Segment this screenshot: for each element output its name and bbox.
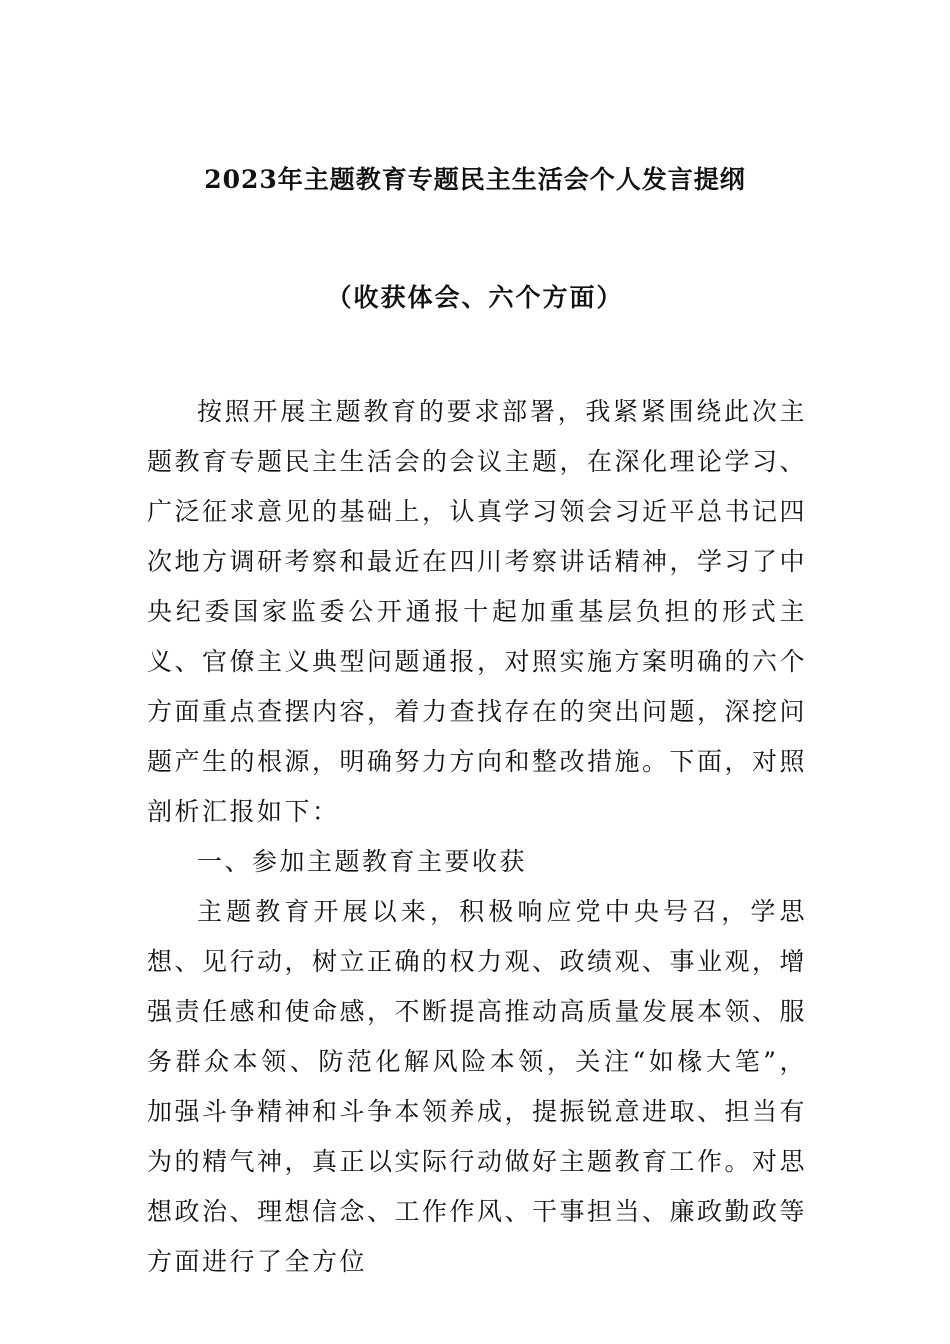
paragraph-intro: 按照开展主题教育的要求部署，我紧紧围绕此次主题教育专题民主生活会的会议主题，在深化理论学习、广泛征求意见的基础上，认真学习领会习近平总书记四次地方调研考察和最近在四川考察讲话精神，学习了中央纪委国家监委公开通报十起加重基层负担的形式主义、官僚主义典型问题通报，对照实施方案明确的六个方面重点查摆内容，着力查找存在的突出问题，深挖问题产生的根源，明确努力方向和整改措施。下面，对照剖析汇报如下： xyxy=(147,397,808,826)
section-heading: 一、参加主题教育主要收获 xyxy=(197,847,528,876)
paragraph-gains: 主题教育开展以来，积极响应党中央号召，学思想、见行动，树立正确的权力观、政绩观、事业观，增强责任感和使命感，不断提高推动高质量发展本领、服务群众本领、防范化解风险本领，关注“如椽大笔”，加强斗争精神和斗争本领养成，提振锐意进取、担当有为的精气神，真正以实际行动做好主题教育工作。对思想政治、理想信念、工作作风、干事担当、廉政勤政等方面进行了全方位 xyxy=(147,897,808,1276)
document-body xyxy=(147,387,807,1287)
document-title: 2023年主题教育专题民主生活会个人发言提纲 xyxy=(204,165,746,194)
document-subtitle: （收获体会、六个方面） xyxy=(326,283,624,312)
